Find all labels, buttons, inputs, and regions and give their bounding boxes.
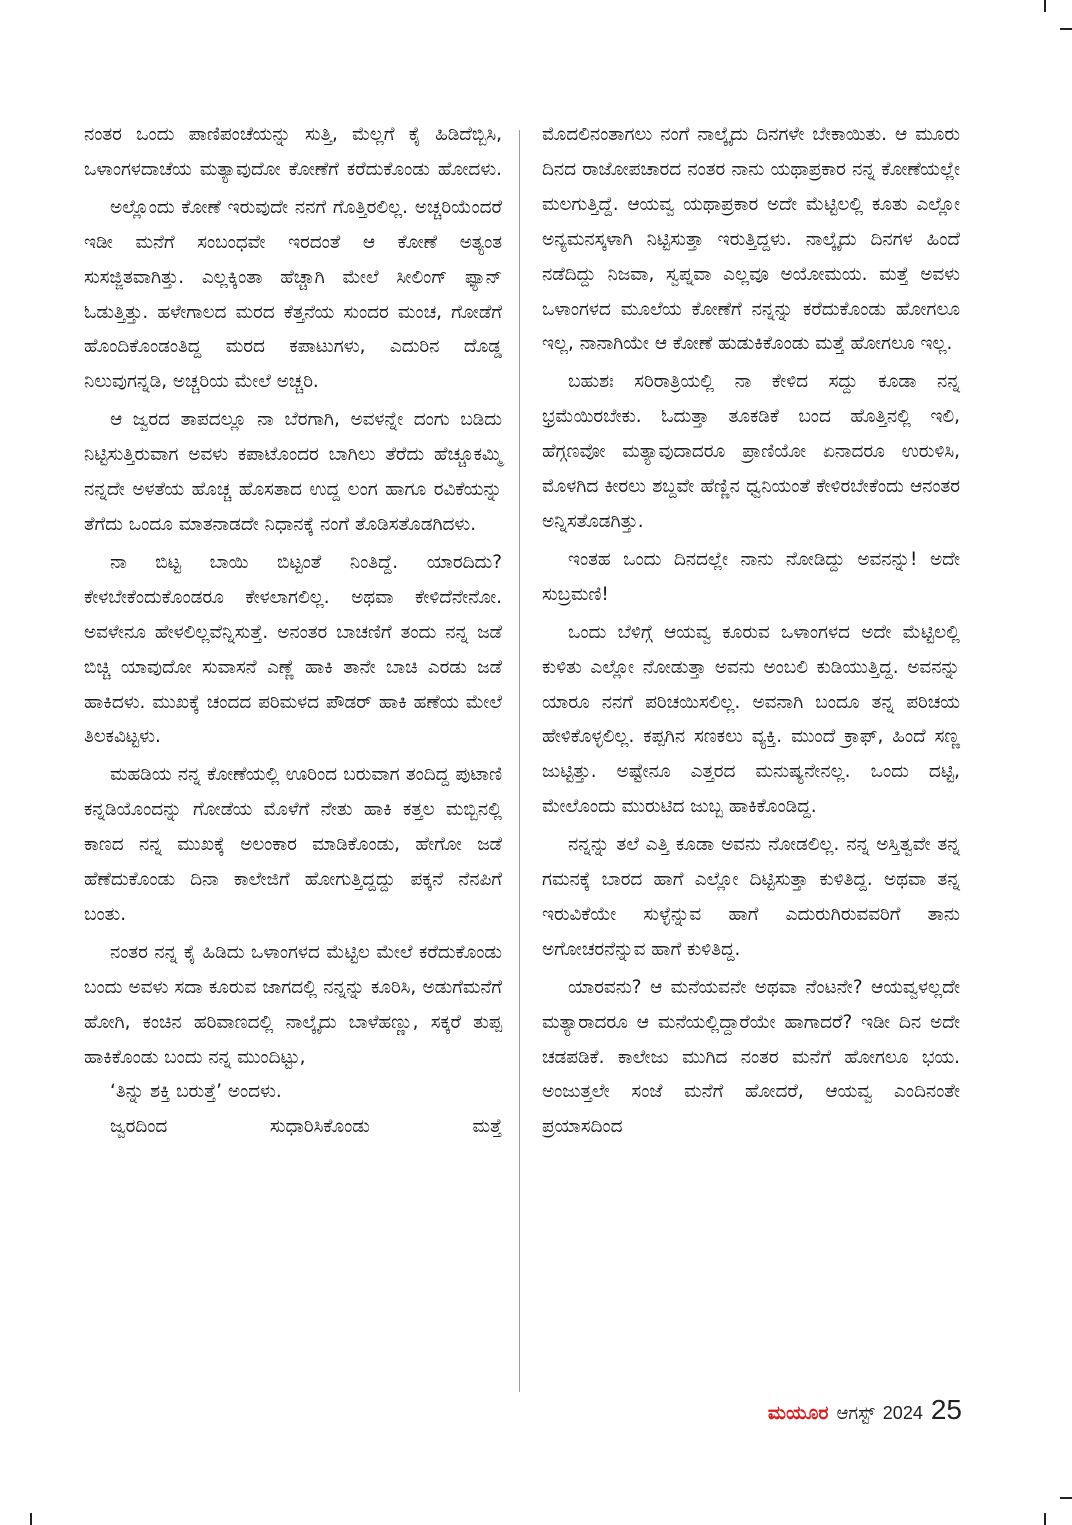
crop-mark — [1044, 1513, 1046, 1525]
crop-mark — [1060, 28, 1072, 30]
page-footer — [768, 1394, 962, 1426]
paragraph: ಮೊದಲಿನಂತಾಗಲು ನಂಗೆ ನಾಲ್ಕೈದು ದಿನಗಳೇ ಬೇಕಾಯಿತು. ಆ ಮೂರು ದಿನದ ರಾಜೋಪಚಾರದ ನಂತರ ನಾನು ಯಥಾಪ್ರಕಾರ ನನ್ನ ಕೋಣೆಯಲ್ಲೇ ಮಲಗುತ್ತಿದ್ದೆ. ಆಯವ್ವ ಯಥಾಪ್ರಕಾರ ಅದೇ ಮೆಟ್ಟಿಲಲ್ಲಿ ಕೂತು ಎಲ್ಲೋ ಅನ್ಯಮನಸ್ಕಳಾಗಿ ನಿಟ್ಟಿಸುತ್ತಾ ಇರುತ್ತಿದ್ದಳು. ನಾಲ್ಕೈದು ದಿನಗಳ ಹಿಂದೆ ನಡೆದಿದ್ದು ನಿಜವಾ, ಸ್ವಪ್ನವಾ ಎಲ್ಲವೂ ಅಯೋಮಯ. ಮತ್ತೆ ಅವಳು ಒಳಾಂಗಳದ ಮೂಲೆಯ ಕೋಣೆಗೆ ನನ್ನನ್ನು ಕರೆದುಕೊಂಡು ಹೋಗಲೂ ಇಲ್ಲ, ನಾನಾಗಿಯೇ ಆ ಕೋಣೆ ಹುಡುಕಿಕೊಂಡು ಮತ್ತೆ ಹೋಗಲೂ ಇಲ್ಲ. — [542, 124, 960, 355]
paragraph: ಬಹುಶಃ ಸರಿರಾತ್ರಿಯಲ್ಲಿ ನಾ ಕೇಳಿದ ಸದ್ದು ಕೂಡಾ ನನ್ನ ಭ್ರಮೆಯಿರಬೇಕು. ಓದುತ್ತಾ ತೂಕಡಿಕೆ ಬಂದ ಹೊತ್ತಿನಲ್ಲಿ ಇಲಿ, ಹೆಗ್ಗಣವೋ ಮತ್ಯಾವುದಾದರೂ ಪ್ರಾಣಿಯೋ ಏನಾದರೂ ಉರುಳಿಸಿ, ಮೊಳಗಿದ ಕೀರಲು ಶಬ್ದವೇ ಹೆಣ್ಣಿನ ಧ್ವನಿಯಂತೆ ಕೇಳಿರಬೇಕೆಂದು ಆನಂತರ ಅನ್ನಿಸತೊಡಗಿತ್ತು. — [542, 371, 960, 532]
paragraph: ನನ್ನನ್ನು ತಲೆ ಎತ್ತಿ ಕೂಡಾ ಅವನು ನೋಡಲಿಲ್ಲ. ನನ್ನ ಅಸ್ತಿತ್ವವೇ ತನ್ನ ಗಮನಕ್ಕೆ ಬಾರದ ಹಾಗೆ ಎಲ್ಲೋ ದಿಟ್ಟಿಸುತ್ತಾ ಕುಳಿತಿದ್ದ. ಅಥವಾ ತನ್ನ ಇರುವಿಕೆಯೇ ಸುಳ್ಳೆನ್ನುವ ಹಾಗೆ ಎದುರುಗಿರುವವರಿಗೆ ತಾನು ಅಗೋಚರನೆನ್ನುವ ಹಾಗೆ ಕುಳಿತಿದ್ದ. — [542, 834, 960, 960]
paragraph: ಒಂದು ಬೆಳಿಗ್ಗೆ ಆಯವ್ವ ಕೂರುವ ಒಳಾಂಗಳದ ಅದೇ ಮೆಟ್ಟಿಲಲ್ಲಿ ಕುಳಿತು ಎಲ್ಲೋ ನೋಡುತ್ತಾ ಅವನು ಅಂಬಲಿ ಕುಡಿಯುತ್ತಿದ್ದ. ಅವನನ್ನು ಯಾರೂ ನನಗೆ ಪರಿಚಯಿಸಲಿಲ್ಲ. ಅವನಾಗಿ ಬಂದೂ ತನ್ನ ಪರಿಚಯ ಹೇಳಿಕೊಳ್ಳಲಿಲ್ಲ. ಕಪ್ಪಗಿನ ಸಣಕಲು ವ್ಯಕ್ತಿ. ಮುಂದೆ ಕ್ರಾಫ್, ಹಿಂದೆ ಸಣ್ಣ ಜುಟ್ಟಿತ್ತು. ಅಷ್ಟೇನೂ ಎತ್ತರದ ಮನುಷ್ಯನೇನಲ್ಲ. ಒಂದು ದಟ್ಟಿ, ಮೇಲೊಂದು ಮುರುಟಿದ ಜುಬ್ಬ ಹಾಕಿಕೊಂಡಿದ್ದ. — [542, 621, 960, 818]
paragraph: ಆ ಜ್ವರದ ತಾಪದಲ್ಲೂ ನಾ ಬೆರಗಾಗಿ, ಅವಳನ್ನೇ ದಂಗು ಬಡಿದು ನಿಟ್ಟಿಸುತ್ತಿರುವಾಗ ಅವಳು ಕಪಾಟೊಂದರ ಬಾಗಿಲು ತೆರೆದು ಹೆಚ್ಚೂಕಮ್ಮಿ ನನ್ನದೇ ಅಳತೆಯ ಹೊಚ್ಚ ಹೊಸತಾದ ಉದ್ದ ಲಂಗ ಹಾಗೂ ರವಿಕೆಯನ್ನು ತೆಗೆದು ಒಂದೂ ಮಾತನಾಡದೇ ನಿಧಾನಕ್ಕೆ ನಂಗೆ ತೊಡಿಸತೊಡಗಿದಳು. — [84, 409, 502, 535]
paragraph: ‘ತಿನ್ನು ಶಕ್ತಿ ಬರುತ್ತೆ’ ಅಂದಳು. — [110, 1081, 282, 1103]
paragraph: ಅಲ್ಲೊಂದು ಕೋಣೆ ಇರುವುದೇ ನನಗೆ ಗೊತ್ತಿರಲಿಲ್ಲ. ಅಚ್ಚರಿಯೆಂದರೆ ಇಡೀ ಮನೆಗೆ ಸಂಬಂಧವೇ ಇರದಂತೆ ಆ ಕೋಣೆ ಅತ್ಯಂತ ಸುಸಜ್ಜಿತವಾಗಿತ್ತು. ಎಲ್ಲಕ್ಕಿಂತಾ ಹೆಚ್ಚಾಗಿ ಮೇಲೆ ಸೀಲಿಂಗ್ ಫ್ಯಾನ್ ಓಡುತ್ತಿತ್ತು. ಹಳೇಗಾಲದ ಮರದ ಕೆತ್ತನೆಯ ಸುಂದರ ಮಂಚ, ಗೋಡೆಗೆ ಹೊಂದಿಕೊಂಡಂತಿದ್ದ ಮರದ ಕಪಾಟುಗಳು, ಎದುರಿನ ದೊಡ್ಡ ನಿಲುವುಗನ್ನಡಿ, ಅಚ್ಚರಿಯ ಮೇಲೆ ಅಚ್ಚರಿ. — [84, 196, 502, 393]
page-number: 25 — [930, 1394, 962, 1425]
paragraph: ಇಂತಹ ಒಂದು ದಿನದಲ್ಲೇ ನಾನು ನೋಡಿದ್ದು ಅವನನ್ನು! ಅದೇ ಸುಬ್ರಮಣಿ! — [542, 548, 960, 605]
paragraph: ಜ್ವರದಿಂದ ಸುಧಾರಿಸಿಕೊಂಡು ಮತ್ತೆ — [110, 1116, 502, 1138]
paragraph: ಮಹಡಿಯ ನನ್ನ ಕೋಣೆಯಲ್ಲಿ ಊರಿಂದ ಬರುವಾಗ ತಂದಿದ್ದ ಪುಟಾಣಿ ಕನ್ನಡಿಯೊಂದನ್ನು ಗೋಡೆಯ ಮೊಳೆಗೆ ನೇತು ಹಾಕಿ ಕತ್ತಲ ಮಬ್ಬಿನಲ್ಲಿ ಕಾಣದ ನನ್ನ ಮುಖಕ್ಕೆ ಅಲಂಕಾರ ಮಾಡಿಕೊಂಡು, ಹೇಗೋ ಜಡೆ ಹೆಣೆದುಕೊಂಡು ದಿನಾ ಕಾಲೇಜಿಗೆ ಹೋಗುತ್ತಿದ್ದದ್ದು ಪಕ್ಕನೆ ನೆನಪಿಗೆ ಬಂತು. — [84, 764, 502, 925]
paragraph: ನಂತರ ಒಂದು ಪಾಣಿಪಂಚೆಯನ್ನು ಸುತ್ತಿ, ಮೆಲ್ಲಗೆ ಕೈ ಹಿಡಿದೆಬ್ಬಿಸಿ, ಒಳಾಂಗಳದಾಚೆಯ ಮತ್ಯಾವುದೋ ಕೋಣೆಗೆ ಕರೆದುಕೊಂಡು ಹೋದಳು. — [84, 124, 502, 180]
crop-mark — [30, 1513, 32, 1525]
issue-month: ಆಗಸ್ಟ್ — [836, 1403, 875, 1424]
right-text-column — [542, 118, 960, 1145]
issue-year: 2024 — [882, 1403, 923, 1423]
column-divider — [519, 130, 520, 1392]
crop-mark — [1060, 1497, 1072, 1499]
crop-mark — [1044, 0, 1046, 12]
magazine-logo: ಮಯೂರ — [767, 1402, 829, 1424]
left-text-column — [84, 118, 502, 1145]
paragraph: ನಾ ಬಿಟ್ಟ ಬಾಯಿ ಬಿಟ್ಟಂತೆ ನಿಂತಿದ್ದೆ. ಯಾರದಿದು? ಕೇಳಬೇಕೆಂದುಕೊಂಡರೂ ಕೇಳಲಾಗಲಿಲ್ಲ. ಅಥವಾ ಕೇಳಿದೆನೇನೋ. ಅವಳೇನೂ ಹೇಳಲಿಲ್ಲವೆನ್ನಿಸುತ್ತೆ. ಅನಂತರ ಬಾಚಣಿಗೆ ತಂದು ನನ್ನ ಜಡೆ ಬಿಚ್ಚಿ ಯಾವುದೋ ಸುವಾಸನೆ ಎಣ್ಣೆ ಹಾಕಿ ತಾನೇ ಬಾಚಿ ಎರಡು ಜಡೆ ಹಾಕಿದಳು. ಮುಖಕ್ಕೆ ಚಂದದ ಪರಿಮಳದ ಪೌಡರ್ ಹಾಕಿ ಹಣೆಯ ಮೇಲೆ ತಿಲಕವಿಟ್ಟಳು. — [84, 551, 502, 748]
paragraph: ನಂತರ ನನ್ನ ಕೈ ಹಿಡಿದು ಒಳಾಂಗಳದ ಮೆಟ್ಟಿಲ ಮೇಲೆ ಕರೆದುಕೊಂಡು ಬಂದು ಅವಳು ಸದಾ ಕೂರುವ ಜಾಗದಲ್ಲಿ ನನ್ನನ್ನು ಕೂರಿಸಿ, ಅಡುಗೆಮನೆಗೆ ಹೋಗಿ, ಕಂಚಿನ ಹರಿವಾಣದಲ್ಲಿ ನಾಲ್ಕೈದು ಬಾಳೆಹಣ್ಣು, ಸಕ್ಕರೆ ತುಪ್ಪ ಹಾಕಿಕೊಂಡು ಬಂದು ನನ್ನ ಮುಂದಿಟ್ಟು, — [84, 941, 502, 1068]
paragraph: ಯಾರವನು? ಆ ಮನೆಯವನೇ ಅಥವಾ ನೆಂಟನೇ? ಆಯವ್ವಳಲ್ಲದೇ ಮತ್ಯಾರಾದರೂ ಆ ಮನೆಯಲ್ಲಿದ್ದಾರೆಯೇ ಹಾಗಾದರೆ? ಇಡೀ ದಿನ ಅದೇ ಚಡಪಡಿಕೆ. ಕಾಲೇಜು ಮುಗಿದ ನಂತರ ಮನೆಗೆ ಹೋಗಲೂ ಭಯ. ಅಂಜುತ್ತಲೇ ಸಂಜೆ ಮನೆಗೆ ಹೋದರೆ, ಆಯವ್ವ ಎಂದಿನಂತೇ ಪ್ರಯಾಸದಿಂದ — [542, 976, 960, 1138]
